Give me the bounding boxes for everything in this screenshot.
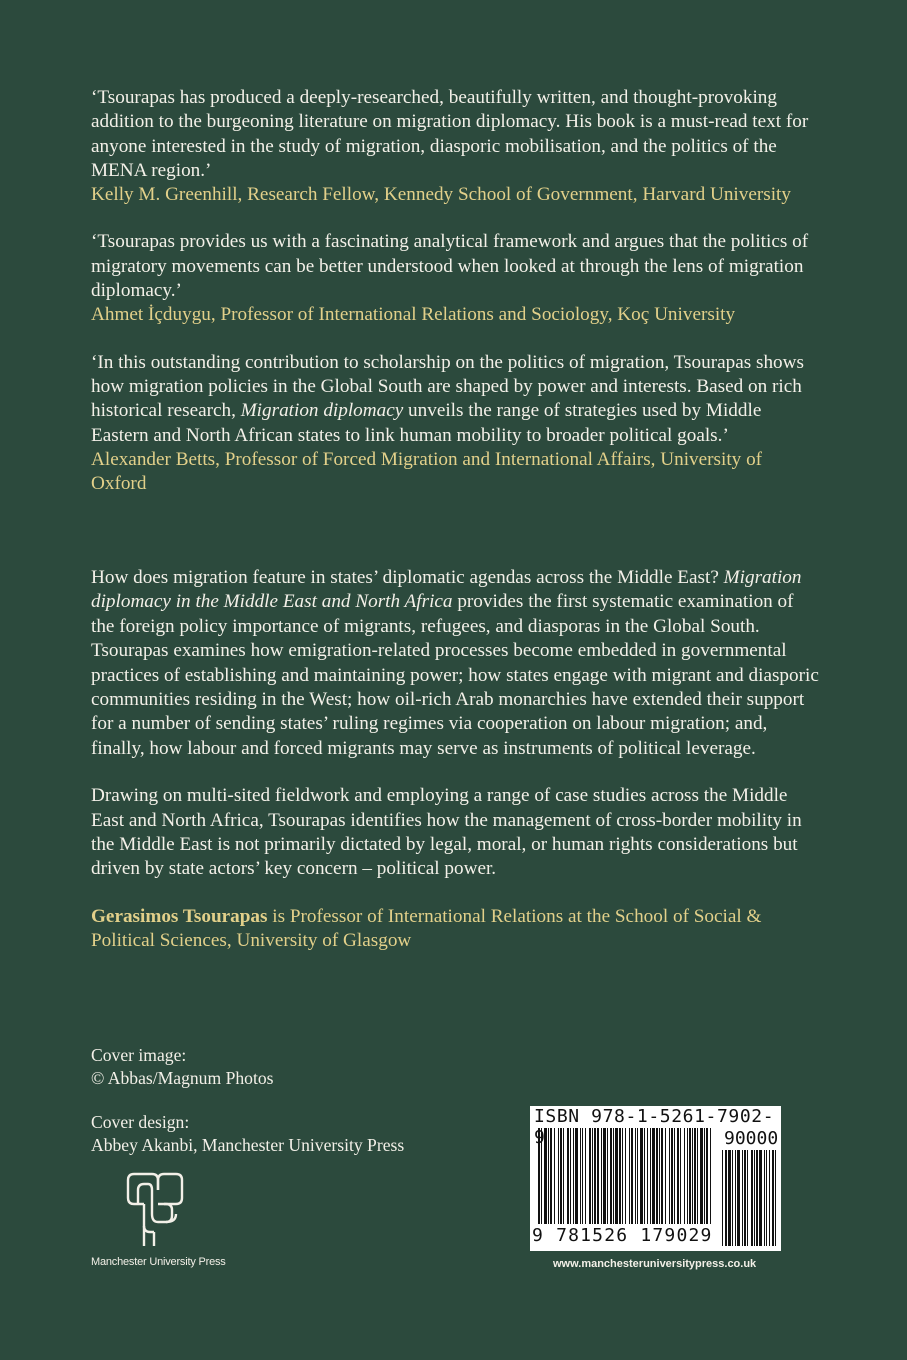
endorsement-quote [91,351,821,448]
endorsement-attribution: Kelly M. Greenhill, Research Fellow, Kennedy School of Government, Harvard University [91,184,791,206]
endorsement-attribution: Alexander Betts, Professor of Forced Migration and International Affairs, University of Oxford [91,448,763,495]
publisher-website: www.manchesteruniversitypress.co.uk [553,1258,757,1270]
book-title: Migration diplomacy in the Middle East and North Africa [91,567,802,613]
addon-bar [764,1150,765,1246]
addon-bar [775,1150,776,1246]
credit-value: © Abbas/Magnum Photos [91,1067,274,1088]
description-text: provides the first systematic examination of the foreign policy importance of migrants, refugees, and diasporas in the Global South. Tsourapas examines how emigration-related processes become embedded in governmental practices of establishing and maintaining power; how states engage with migrant and diasporic communities residing in the West; how oil-rich Arab monarchies have extended their support for a number of sending states’ ruling regimes via cooperation on labour migration; and, finally, how labour and forced migrants may serve as instruments of political leverage. [91,591,819,759]
addon-bar [759,1150,762,1246]
endorsement-betts [91,351,821,497]
addon-bar [735,1150,736,1246]
description-intro: How does migration feature in states’ diplomatic agendas across the Middle East? [91,567,724,588]
endorsement-greenhill [91,86,821,207]
endorsement-attribution: Ahmet İçduygu, Professor of International Relations and Sociology, Koç University [91,304,736,326]
endorsement-quote: ‘Tsourapas provides us with a fascinating analytical framework and argues that the politics of migratory movements can be better understood when looked at through the lens of migration diplomacy.’ [91,231,809,302]
endorsement-quote: ‘Tsourapas has produced a deeply-researched, beautifully written, and thought-provoking addition to the burgeoning literature on migration diplomacy. His book is a must-read text for anyone interested in the study of migration, diasporic mobilisation, and the politics of the MENA region.’ [91,87,809,181]
cover-credits [91,1044,491,1178]
description-paragraph-1 [91,566,821,761]
publisher-name: Manchester University Press [91,1256,226,1268]
addon-bar [751,1150,753,1246]
addon-bar [742,1150,743,1246]
addon-bar [769,1150,770,1246]
addon-bar [747,1150,748,1246]
cover-image-credit [91,1044,491,1089]
cover-design-credit [91,1111,491,1156]
addon-bar [754,1150,755,1246]
endorsements [91,86,821,519]
quote-text: unveils the range of strategies used by Middle Eastern and North African states to link human mobility to broader political goals.’ [91,400,762,446]
publisher-logo [91,1170,251,1268]
addon-bar [722,1150,723,1246]
addon-bar [772,1150,774,1246]
price-addon-number: 90000 [724,1128,779,1149]
addon-bar [756,1150,758,1246]
barcode-digits: 9 781526 179029 [532,1225,713,1246]
addon-bar [744,1150,746,1246]
endorsement-icduygu [91,230,821,327]
addon-bar [728,1150,731,1246]
addon-bar [737,1150,740,1246]
credit-label: Cover design: [91,1112,190,1132]
mup-logo-icon [124,1170,186,1250]
book-description [91,566,821,954]
quote-text: ‘In this outstanding contribution to scholarship on the politics of migration, Tsourapas shows how migration policies in the Global South are shaped by power and interests. Based on rich historical research, [91,351,804,422]
addon-bar [766,1150,767,1246]
author-name: Gerasimos Tsourapas [91,905,268,927]
isbn-label: ISBN 978-1-5261-7902-9 [534,1106,775,1148]
author-bio-text: is Professor of International Relations at the School of Social & Political Sciences, University of Glasgow [91,905,762,952]
addon-bar [725,1150,727,1246]
isbn-barcode [530,1106,781,1251]
author-bio [91,905,821,954]
description-paragraph-2: Drawing on multi-sited fieldwork and employing a range of case studies across the Middle East and North Africa, Tsourapas identifies how the management of cross-border mobility in the Middle East is not primarily dictated by legal, moral, or human rights considerations but driven by state actors’ key concern – political power. [91,785,802,880]
addon-bar [732,1150,733,1246]
credit-value: Abbey Akanbi, Manchester University Press [91,1134,405,1155]
quote-book-title: Migration diplomacy [240,400,404,422]
credit-label: Cover image: [91,1045,187,1065]
